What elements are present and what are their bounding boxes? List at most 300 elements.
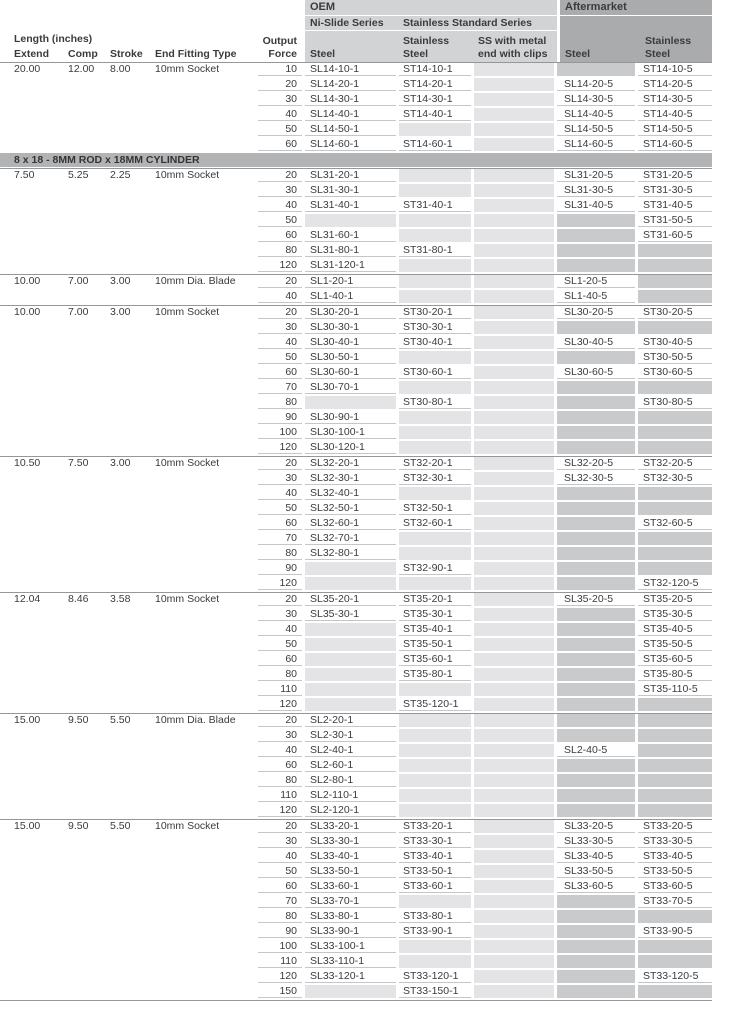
comp-value xyxy=(54,668,96,681)
output-force-value: 50 xyxy=(258,123,302,136)
extend-value xyxy=(0,199,54,212)
empty-cell xyxy=(557,714,635,727)
empty-cell xyxy=(638,985,712,998)
stroke-value xyxy=(96,351,148,364)
empty-cell xyxy=(557,547,635,560)
stroke-value xyxy=(96,381,148,394)
output-force-value: 60 xyxy=(258,366,302,379)
empty-cell xyxy=(399,184,471,197)
part-number-cell: SL32-70-1 xyxy=(305,532,396,545)
comp-value xyxy=(54,638,96,651)
empty-cell xyxy=(474,411,554,424)
spec-row xyxy=(0,714,712,727)
empty-cell xyxy=(474,108,554,121)
spec-row xyxy=(0,184,712,197)
extend-value xyxy=(0,108,54,121)
extend-value xyxy=(0,290,54,303)
comp-value xyxy=(54,895,96,908)
extend-value xyxy=(0,517,54,530)
empty-cell xyxy=(474,93,554,106)
col-oem-stainless-label: Stainless Steel xyxy=(403,35,450,60)
spec-row xyxy=(0,472,712,485)
output-force-value: 40 xyxy=(258,623,302,636)
stroke-value xyxy=(96,547,148,560)
stroke-value xyxy=(96,123,148,136)
extend-value: 20.00 xyxy=(14,63,41,75)
end-fitting-value xyxy=(148,366,258,379)
stroke-value: 3.00 xyxy=(110,306,131,318)
part-number-cell: SL14-40-1 xyxy=(305,108,396,121)
stroke-value xyxy=(96,925,148,938)
part-number-cell: SL33-50-1 xyxy=(305,865,396,878)
part-number-cell: SL2-20-1 xyxy=(305,714,396,727)
part-number-cell: SL30-60-5 xyxy=(557,366,635,379)
end-fitting-value xyxy=(148,895,258,908)
stroke-value: 3.58 xyxy=(110,593,131,605)
part-number-cell: SL33-30-1 xyxy=(305,835,396,848)
empty-cell xyxy=(557,759,635,772)
part-number-cell: SL14-10-1 xyxy=(305,63,396,76)
extend-value xyxy=(0,259,54,272)
end-fitting-value xyxy=(148,199,258,212)
spec-row xyxy=(0,698,712,711)
part-number-cell: ST30-30-1 xyxy=(399,321,471,334)
empty-cell xyxy=(305,985,396,998)
part-number-cell: SL33-70-1 xyxy=(305,895,396,908)
comp-value xyxy=(54,562,96,575)
output-force-value: 40 xyxy=(258,336,302,349)
part-number-cell: SL14-60-1 xyxy=(305,138,396,151)
empty-cell xyxy=(557,562,635,575)
part-number-cell: ST31-20-5 xyxy=(638,169,712,182)
spec-row xyxy=(0,321,712,334)
empty-cell xyxy=(474,199,554,212)
empty-cell xyxy=(474,608,554,621)
part-number-cell: ST33-50-1 xyxy=(399,865,471,878)
empty-cell xyxy=(474,259,554,272)
empty-cell xyxy=(399,759,471,772)
empty-cell xyxy=(474,985,554,998)
empty-cell xyxy=(474,820,554,833)
comp-value xyxy=(54,381,96,394)
part-number-cell: SL33-30-5 xyxy=(557,835,635,848)
empty-cell xyxy=(474,653,554,666)
part-number-cell: ST32-50-1 xyxy=(399,502,471,515)
extend-value xyxy=(0,321,54,334)
output-force-value: 80 xyxy=(258,774,302,787)
part-number-cell: SL33-50-5 xyxy=(557,865,635,878)
extend-value xyxy=(0,774,54,787)
part-number-cell: ST35-60-5 xyxy=(638,653,712,666)
empty-cell xyxy=(305,668,396,681)
comp-value xyxy=(54,970,96,983)
part-number-cell: SL31-30-1 xyxy=(305,184,396,197)
comp-value: 8.46 xyxy=(68,593,89,605)
output-force-value: 60 xyxy=(258,138,302,151)
output-force-value: 120 xyxy=(258,577,302,590)
comp-value xyxy=(54,985,96,998)
part-number-cell: ST32-20-1 xyxy=(399,457,471,470)
empty-cell xyxy=(638,955,712,968)
comp-value xyxy=(54,880,96,893)
extend-value xyxy=(0,985,54,998)
end-fitting-value xyxy=(148,925,258,938)
empty-cell xyxy=(638,411,712,424)
part-number-cell: SL30-40-1 xyxy=(305,336,396,349)
stroke-value: 3.00 xyxy=(110,275,131,287)
empty-cell xyxy=(557,985,635,998)
output-force-value: 30 xyxy=(258,835,302,848)
empty-cell xyxy=(557,774,635,787)
end-fitting-value xyxy=(148,244,258,257)
empty-cell xyxy=(557,608,635,621)
comp-value xyxy=(54,441,96,454)
empty-cell xyxy=(474,940,554,953)
stroke-value xyxy=(96,366,148,379)
output-force-value: 80 xyxy=(258,668,302,681)
spec-row xyxy=(0,290,712,303)
aftermarket-group-label: Aftermarket xyxy=(565,1,627,13)
empty-cell xyxy=(474,744,554,757)
extend-value xyxy=(0,184,54,197)
empty-cell xyxy=(474,290,554,303)
header-divider xyxy=(560,15,712,16)
part-number-cell: SL30-120-1 xyxy=(305,441,396,454)
extend-value xyxy=(0,138,54,151)
spec-row xyxy=(0,668,712,681)
table-body xyxy=(0,62,712,998)
extend-value xyxy=(0,547,54,560)
extend-value xyxy=(0,683,54,696)
comp-value xyxy=(54,229,96,242)
extend-value: 15.00 xyxy=(14,714,41,726)
end-fitting-value xyxy=(148,351,258,364)
extend-value xyxy=(0,925,54,938)
empty-cell xyxy=(399,577,471,590)
empty-cell xyxy=(399,441,471,454)
output-force-value: 70 xyxy=(258,532,302,545)
empty-cell xyxy=(474,306,554,319)
extend-value xyxy=(0,865,54,878)
empty-cell xyxy=(474,351,554,364)
part-number-cell: SL31-30-5 xyxy=(557,184,635,197)
stroke-value xyxy=(96,955,148,968)
empty-cell xyxy=(305,698,396,711)
extend-value xyxy=(0,970,54,983)
end-fitting-value xyxy=(148,336,258,349)
spec-row xyxy=(0,683,712,696)
empty-cell xyxy=(557,487,635,500)
part-number-cell: SL32-20-5 xyxy=(557,457,635,470)
part-number-cell: SL1-20-5 xyxy=(557,275,635,288)
stroke-value xyxy=(96,562,148,575)
end-fitting-value: 10mm Socket xyxy=(155,306,220,318)
stroke-value xyxy=(96,214,148,227)
empty-cell xyxy=(474,910,554,923)
empty-cell xyxy=(399,729,471,742)
spec-row xyxy=(0,744,712,757)
empty-cell xyxy=(474,955,554,968)
part-number-cell: ST33-80-1 xyxy=(399,910,471,923)
extend-value xyxy=(0,487,54,500)
spec-row xyxy=(0,229,712,242)
spec-row xyxy=(0,835,712,848)
extend-value xyxy=(0,698,54,711)
part-number-cell: ST14-40-1 xyxy=(399,108,471,121)
spec-row xyxy=(0,850,712,863)
end-fitting-value xyxy=(148,577,258,590)
part-number-cell: SL1-40-1 xyxy=(305,290,396,303)
comp-value xyxy=(54,426,96,439)
end-fitting-value xyxy=(148,683,258,696)
empty-cell xyxy=(474,577,554,590)
end-fitting-value: 10mm Socket xyxy=(155,169,220,181)
empty-cell xyxy=(474,774,554,787)
extend-value xyxy=(0,411,54,424)
comp-value xyxy=(54,138,96,151)
extend-value xyxy=(0,729,54,742)
stroke-value xyxy=(96,336,148,349)
part-number-cell: ST33-150-1 xyxy=(399,985,471,998)
extend-value xyxy=(0,638,54,651)
empty-cell xyxy=(638,441,712,454)
part-number-cell: SL2-60-1 xyxy=(305,759,396,772)
extend-value xyxy=(0,336,54,349)
empty-cell xyxy=(638,275,712,288)
col-stroke-label: Stroke xyxy=(110,48,143,60)
empty-cell xyxy=(399,259,471,272)
spec-row xyxy=(0,638,712,651)
empty-cell xyxy=(557,970,635,983)
empty-cell xyxy=(638,502,712,515)
empty-cell xyxy=(399,351,471,364)
end-fitting-value xyxy=(148,472,258,485)
end-fitting-value xyxy=(148,517,258,530)
part-number-cell: SL14-20-5 xyxy=(557,78,635,91)
output-force-value: 80 xyxy=(258,910,302,923)
end-fitting-value xyxy=(148,426,258,439)
part-number-cell: ST33-40-1 xyxy=(399,850,471,863)
spec-row xyxy=(0,381,712,394)
end-fitting-value: 10mm Socket xyxy=(155,63,220,75)
comp-value xyxy=(54,774,96,787)
empty-cell xyxy=(399,683,471,696)
col-end-fitting-label: End Fitting Type xyxy=(155,48,237,60)
end-fitting-value xyxy=(148,532,258,545)
output-force-value: 50 xyxy=(258,865,302,878)
part-number-cell: ST14-20-5 xyxy=(638,78,712,91)
empty-cell xyxy=(474,214,554,227)
output-force-value: 40 xyxy=(258,108,302,121)
output-force-value: 80 xyxy=(258,244,302,257)
spec-row xyxy=(0,547,712,560)
end-fitting-value xyxy=(148,759,258,772)
spec-row xyxy=(0,653,712,666)
part-number-cell: ST35-20-1 xyxy=(399,593,471,606)
comp-value: 9.50 xyxy=(68,714,89,726)
comp-value xyxy=(54,78,96,91)
end-fitting-value xyxy=(148,774,258,787)
comp-value xyxy=(54,123,96,136)
empty-cell xyxy=(557,698,635,711)
part-number-cell: ST31-30-5 xyxy=(638,184,712,197)
empty-cell xyxy=(474,729,554,742)
spec-row xyxy=(0,925,712,938)
empty-cell xyxy=(638,789,712,802)
empty-cell xyxy=(305,396,396,409)
part-number-cell: ST14-60-1 xyxy=(399,138,471,151)
comp-value xyxy=(54,517,96,530)
spec-row xyxy=(0,608,712,621)
extend-value xyxy=(0,895,54,908)
stroke-value xyxy=(96,78,148,91)
comp-value xyxy=(54,910,96,923)
part-number-cell: ST35-40-1 xyxy=(399,623,471,636)
end-fitting-value xyxy=(148,638,258,651)
output-force-value: 30 xyxy=(258,93,302,106)
empty-cell xyxy=(399,804,471,817)
part-number-cell: SL14-30-1 xyxy=(305,93,396,106)
empty-cell xyxy=(474,562,554,575)
end-fitting-value xyxy=(148,804,258,817)
spec-row xyxy=(0,759,712,772)
output-force-value: 100 xyxy=(258,940,302,953)
col-ss-clips-label: SS with metal end with clips xyxy=(478,35,548,60)
comp-value xyxy=(54,683,96,696)
end-fitting-value xyxy=(148,229,258,242)
empty-cell xyxy=(399,426,471,439)
col-oem-steel-label: Steel xyxy=(310,48,336,60)
stroke-value: 8.00 xyxy=(110,63,131,75)
empty-cell xyxy=(399,123,471,136)
stroke-value xyxy=(96,910,148,923)
part-number-cell: ST33-30-5 xyxy=(638,835,712,848)
comp-value xyxy=(54,532,96,545)
stroke-value xyxy=(96,835,148,848)
stroke-value: 2.25 xyxy=(110,169,131,181)
empty-cell xyxy=(305,623,396,636)
output-force-value: 20 xyxy=(258,169,302,182)
extend-value xyxy=(0,562,54,575)
part-number-cell: SL30-60-1 xyxy=(305,366,396,379)
spec-row xyxy=(0,774,712,787)
stroke-value xyxy=(96,970,148,983)
stroke-value xyxy=(96,472,148,485)
part-number-cell: SL31-20-5 xyxy=(557,169,635,182)
end-fitting-value xyxy=(148,985,258,998)
end-fitting-value xyxy=(148,184,258,197)
end-fitting-value xyxy=(148,547,258,560)
stroke-value xyxy=(96,93,148,106)
extend-value xyxy=(0,804,54,817)
empty-cell xyxy=(474,714,554,727)
empty-cell xyxy=(638,426,712,439)
empty-cell xyxy=(305,653,396,666)
extend-value xyxy=(0,608,54,621)
part-number-cell: ST33-120-5 xyxy=(638,970,712,983)
spec-block xyxy=(0,819,712,998)
empty-cell xyxy=(638,714,712,727)
spec-row xyxy=(0,214,712,227)
part-number-cell: SL30-40-5 xyxy=(557,336,635,349)
empty-cell xyxy=(638,804,712,817)
empty-cell xyxy=(399,229,471,242)
part-number-cell: SL35-20-5 xyxy=(557,593,635,606)
comp-value xyxy=(54,608,96,621)
empty-cell xyxy=(474,638,554,651)
empty-cell xyxy=(474,169,554,182)
part-number-cell: ST14-50-5 xyxy=(638,123,712,136)
extend-value xyxy=(0,229,54,242)
empty-cell xyxy=(557,804,635,817)
empty-cell xyxy=(557,577,635,590)
comp-value: 7.50 xyxy=(68,457,89,469)
comp-value xyxy=(54,729,96,742)
empty-cell xyxy=(474,547,554,560)
output-force-value: 30 xyxy=(258,608,302,621)
output-force-value: 50 xyxy=(258,214,302,227)
spec-row xyxy=(0,426,712,439)
end-fitting-value xyxy=(148,411,258,424)
part-number-cell: SL33-60-5 xyxy=(557,880,635,893)
end-fitting-value xyxy=(148,108,258,121)
extend-value xyxy=(0,759,54,772)
output-force-value: 20 xyxy=(258,457,302,470)
part-number-cell: SL33-120-1 xyxy=(305,970,396,983)
comp-value xyxy=(54,396,96,409)
part-number-cell: ST14-40-5 xyxy=(638,108,712,121)
comp-value xyxy=(54,850,96,863)
stroke-value xyxy=(96,517,148,530)
empty-cell xyxy=(474,835,554,848)
end-fitting-value xyxy=(148,321,258,334)
empty-cell xyxy=(399,895,471,908)
part-number-cell: ST33-60-5 xyxy=(638,880,712,893)
output-force-value: 120 xyxy=(258,259,302,272)
stroke-value xyxy=(96,259,148,272)
empty-cell xyxy=(557,517,635,530)
part-number-cell: ST32-30-1 xyxy=(399,472,471,485)
part-number-cell: ST14-10-1 xyxy=(399,63,471,76)
col-comp-label: Comp xyxy=(68,48,98,60)
part-number-cell: ST35-60-1 xyxy=(399,653,471,666)
comp-value: 5.25 xyxy=(68,169,89,181)
part-number-cell: ST35-50-5 xyxy=(638,638,712,651)
empty-cell xyxy=(557,63,635,76)
empty-cell xyxy=(474,321,554,334)
comp-value: 7.00 xyxy=(68,275,89,287)
part-number-cell: SL32-30-1 xyxy=(305,472,396,485)
empty-cell xyxy=(557,729,635,742)
spec-row xyxy=(0,351,712,364)
empty-cell xyxy=(638,744,712,757)
part-number-cell: SL14-30-5 xyxy=(557,93,635,106)
end-fitting-value xyxy=(148,441,258,454)
stroke-value xyxy=(96,774,148,787)
empty-cell xyxy=(399,290,471,303)
end-fitting-value xyxy=(148,940,258,953)
stroke-value xyxy=(96,290,148,303)
empty-cell xyxy=(474,487,554,500)
part-number-cell: ST31-50-5 xyxy=(638,214,712,227)
spec-row xyxy=(0,441,712,454)
extend-value: 10.50 xyxy=(14,457,41,469)
spec-row xyxy=(0,108,712,121)
part-number-cell: ST35-40-5 xyxy=(638,623,712,636)
output-force-value: 50 xyxy=(258,351,302,364)
empty-cell xyxy=(305,214,396,227)
part-number-cell: ST33-40-5 xyxy=(638,850,712,863)
